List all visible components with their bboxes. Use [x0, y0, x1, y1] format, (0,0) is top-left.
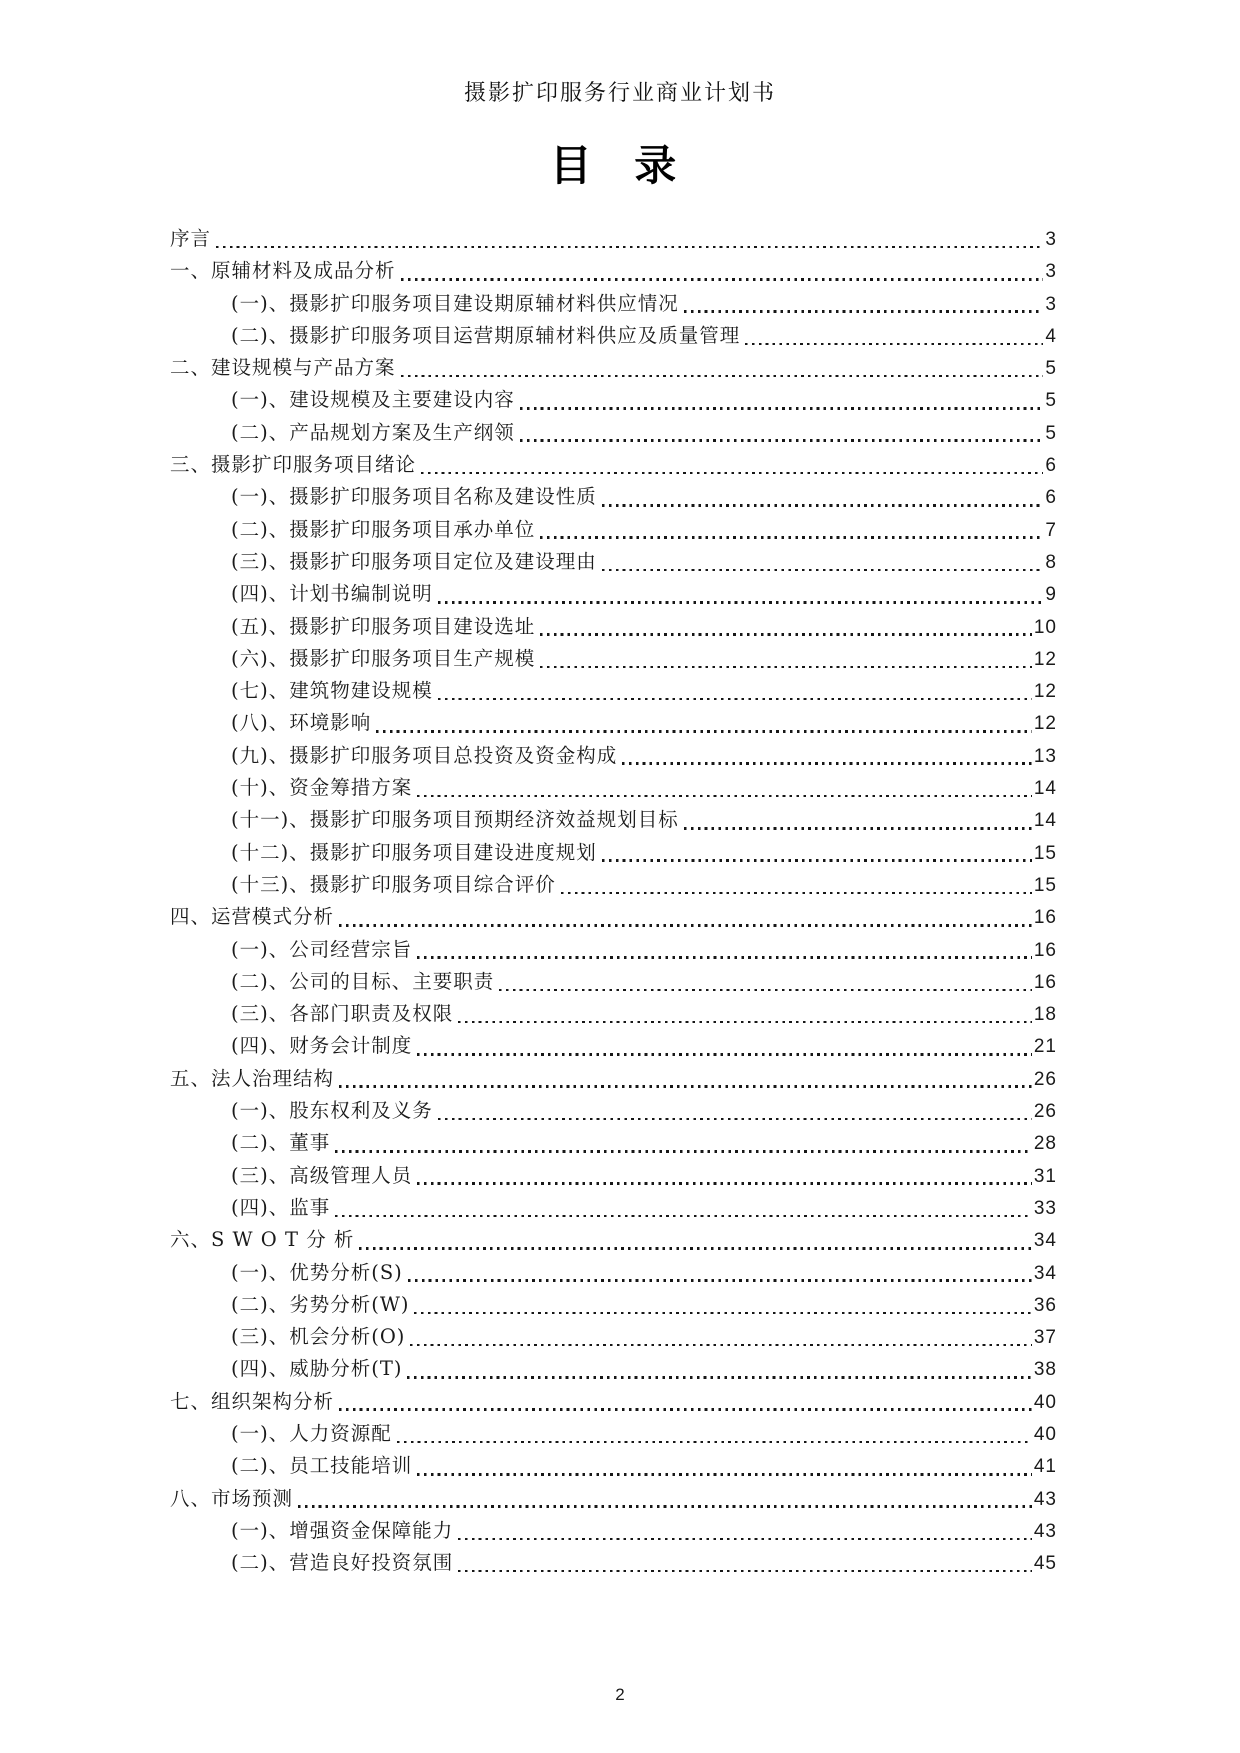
toc-entry-page: 34 [1033, 1230, 1057, 1252]
toc-entry[interactable] [170, 837, 1057, 869]
toc-entry-page: 16 [1033, 939, 1057, 961]
toc-leader-dots [745, 320, 1043, 352]
toc-entry-page: 13 [1033, 745, 1057, 767]
toc-entry-page: 37 [1033, 1327, 1057, 1349]
toc-entry-label: (一)、建设规模及主要建设内容 [231, 388, 515, 412]
toc-entry-label: 八、市场预测 [170, 1486, 294, 1510]
toc-entry[interactable] [170, 1418, 1057, 1450]
toc-entry-page: 38 [1033, 1359, 1057, 1381]
toc-entry-label: (八)、环境影响 [231, 711, 372, 735]
toc-entry-label: (十二)、摄影扩印服务项目建设进度规划 [231, 840, 597, 864]
toc-leader-dots [540, 514, 1043, 546]
toc-entry-label: (十三)、摄影扩印服务项目综合评价 [231, 872, 556, 896]
toc-entry-label: (一)、公司经营宗旨 [231, 937, 413, 961]
toc-leader-dots [216, 223, 1043, 255]
toc-leader-dots [417, 934, 1032, 966]
toc-entry-label: (一)、人力资源配 [231, 1421, 392, 1445]
toc-entry[interactable] [170, 578, 1057, 610]
toc-entry-page: 5 [1045, 422, 1057, 444]
toc-leader-dots [499, 966, 1032, 998]
toc-entry-label: (一)、增强资金保障能力 [231, 1518, 454, 1542]
toc-entry-label: (二)、劣势分析(W) [231, 1292, 410, 1316]
toc-entry-label: (七)、建筑物建设规模 [231, 679, 433, 703]
toc-entry-label: (九)、摄影扩印服务项目总投资及资金构成 [231, 743, 618, 767]
toc-entry-page: 31 [1033, 1165, 1057, 1187]
toc-entry-page: 14 [1033, 778, 1057, 800]
toc-entry-page: 5 [1045, 390, 1057, 412]
toc-leader-dots [602, 481, 1044, 513]
toc-entry-label: 二、建设规模与产品方案 [170, 356, 396, 380]
toc-entry-label: (三)、各部门职责及权限 [231, 1002, 454, 1026]
toc-list [0, 223, 1240, 1579]
toc-leader-dots [602, 837, 1032, 869]
toc-title: 目 录 [549, 141, 691, 190]
toc-entry[interactable] [170, 1127, 1057, 1159]
toc-entry-label: (五)、摄影扩印服务项目建设选址 [231, 614, 536, 638]
toc-entry-label: (十)、资金筹措方案 [231, 776, 413, 800]
toc-leader-dots [602, 546, 1044, 578]
toc-entry[interactable] [170, 1450, 1057, 1482]
toc-entry[interactable] [170, 384, 1057, 416]
toc-leader-dots [561, 869, 1032, 901]
toc-entry-page: 10 [1033, 616, 1057, 638]
toc-leader-dots [376, 707, 1032, 739]
toc-entry-page: 40 [1033, 1391, 1057, 1413]
toc-entry-label: (二)、员工技能培训 [231, 1454, 413, 1478]
toc-leader-dots [359, 1224, 1031, 1256]
toc-entry-page: 43 [1033, 1520, 1057, 1542]
toc-entry-page: 16 [1033, 971, 1057, 993]
toc-entry-page: 6 [1045, 455, 1057, 477]
toc-entry-page: 4 [1045, 325, 1057, 347]
toc-entry[interactable] [170, 288, 1057, 320]
toc-entry[interactable] [170, 1321, 1057, 1353]
toc-entry-label: (一)、摄影扩印服务项目名称及建设性质 [231, 485, 597, 509]
toc-leader-dots [684, 804, 1032, 836]
toc-entry[interactable] [170, 481, 1057, 513]
toc-entry-label: (三)、高级管理人员 [231, 1163, 413, 1187]
toc-leader-dots [540, 643, 1032, 675]
toc-leader-dots [401, 255, 1044, 287]
toc-entry[interactable] [170, 1030, 1057, 1062]
toc-entry[interactable] [170, 1483, 1057, 1515]
toc-leader-dots [417, 772, 1032, 804]
toc-leader-dots [417, 1030, 1032, 1062]
toc-entry[interactable] [170, 1192, 1057, 1224]
toc-entry[interactable] [170, 1095, 1057, 1127]
toc-entry-page: 12 [1033, 713, 1057, 735]
toc-entry[interactable] [170, 707, 1057, 739]
toc-leader-dots [438, 1095, 1032, 1127]
toc-leader-dots [414, 1289, 1031, 1321]
toc-entry-page: 33 [1033, 1197, 1057, 1219]
toc-entry-page: 41 [1033, 1456, 1057, 1478]
toc-entry[interactable] [170, 546, 1057, 578]
toc-entry[interactable] [170, 1515, 1057, 1547]
toc-entry[interactable] [170, 255, 1057, 287]
toc-entry-page: 18 [1033, 1004, 1057, 1026]
toc-leader-dots [684, 288, 1044, 320]
toc-entry-page: 3 [1045, 293, 1057, 315]
toc-leader-dots [540, 611, 1032, 643]
toc-entry-label: (一)、股东权利及义务 [231, 1099, 433, 1123]
toc-entry-label: (十一)、摄影扩印服务项目预期经济效益规划目标 [231, 808, 679, 832]
document-header-title: 摄影扩印服务行业商业计划书 [463, 81, 776, 106]
toc-entry[interactable] [170, 966, 1057, 998]
toc-leader-dots [335, 1127, 1032, 1159]
toc-leader-dots [339, 901, 1032, 933]
toc-entry[interactable] [170, 901, 1057, 933]
toc-entry[interactable] [170, 352, 1057, 384]
toc-entry[interactable] [170, 417, 1057, 449]
toc-leader-dots [335, 1192, 1032, 1224]
toc-entry-label: (二)、摄影扩印服务项目承办单位 [231, 517, 536, 541]
toc-entry-label: 五、法人治理结构 [170, 1066, 335, 1090]
toc-leader-dots [520, 417, 1044, 449]
toc-entry-label: (二)、摄影扩印服务项目运营期原辅材料供应及质量管理 [231, 323, 741, 347]
toc-entry-label: (二)、产品规划方案及生产纲领 [231, 420, 515, 444]
toc-leader-dots [408, 1257, 1032, 1289]
toc-entry[interactable] [170, 611, 1057, 643]
toc-entry-label: (三)、摄影扩印服务项目定位及建设理由 [231, 549, 597, 573]
toc-entry[interactable] [170, 1353, 1057, 1385]
toc-leader-dots [339, 1063, 1032, 1095]
toc-entry-label: (四)、威胁分析(T) [231, 1357, 403, 1381]
toc-entry-page: 7 [1045, 519, 1057, 541]
toc-leader-dots [339, 1386, 1032, 1418]
toc-leader-dots [458, 1547, 1032, 1579]
toc-entry[interactable] [170, 1160, 1057, 1192]
toc-entry-page: 14 [1033, 810, 1057, 832]
toc-entry[interactable] [170, 1224, 1057, 1256]
toc-entry-page: 9 [1045, 584, 1057, 606]
toc-entry-page: 3 [1045, 261, 1057, 283]
toc-leader-dots [401, 352, 1044, 384]
toc-leader-dots [417, 1160, 1032, 1192]
toc-entry[interactable] [170, 514, 1057, 546]
toc-entry-label: 一、原辅材料及成品分析 [170, 259, 396, 283]
toc-entry-page: 28 [1033, 1133, 1057, 1155]
toc-entry[interactable] [170, 740, 1057, 772]
toc-entry-label: (二)、营造良好投资氛围 [231, 1551, 454, 1575]
toc-entry-page: 3 [1045, 229, 1057, 250]
toc-entry-page: 45 [1033, 1553, 1057, 1575]
toc-entry-label: 六、S W O T 分 析 [170, 1228, 355, 1252]
toc-entry-page: 8 [1045, 551, 1057, 573]
toc-entry-label: 四、运营模式分析 [170, 905, 335, 929]
toc-leader-dots [421, 449, 1043, 481]
toc-entry-page: 21 [1033, 1036, 1057, 1058]
toc-leader-dots [298, 1483, 1032, 1515]
toc-leader-dots [407, 1353, 1031, 1385]
toc-entry-label: (二)、董事 [231, 1131, 331, 1155]
toc-entry-label: (二)、公司的目标、主要职责 [231, 969, 495, 993]
toc-leader-dots [410, 1321, 1031, 1353]
toc-leader-dots [397, 1418, 1032, 1450]
toc-entry-label: (四)、计划书编制说明 [231, 582, 433, 606]
toc-leader-dots [438, 675, 1032, 707]
toc-entry[interactable] [170, 1063, 1057, 1095]
toc-entry[interactable] [170, 449, 1057, 481]
toc-entry-page: 16 [1033, 907, 1057, 929]
page-number: 2 [615, 1685, 625, 1704]
toc-entry[interactable] [170, 1257, 1057, 1289]
toc-entry[interactable] [170, 675, 1057, 707]
toc-entry-label: 三、摄影扩印服务项目绪论 [170, 453, 417, 477]
toc-entry-page: 6 [1045, 487, 1057, 509]
toc-entry-page: 26 [1033, 1101, 1057, 1123]
toc-entry-page: 15 [1033, 874, 1057, 896]
toc-entry[interactable] [170, 1289, 1057, 1321]
toc-leader-dots [622, 740, 1032, 772]
toc-entry-page: 15 [1033, 842, 1057, 864]
toc-leader-dots [520, 384, 1044, 416]
toc-entry-label: 序言 [170, 227, 212, 250]
toc-leader-dots [417, 1450, 1032, 1482]
toc-entry-page: 26 [1033, 1068, 1057, 1090]
toc-leader-dots [458, 998, 1032, 1030]
toc-entry[interactable] [170, 1547, 1057, 1579]
toc-entry-page: 12 [1033, 648, 1057, 670]
toc-leader-dots [438, 578, 1044, 610]
toc-entry-label: (一)、优势分析(S) [231, 1260, 403, 1284]
toc-entry-label: (六)、摄影扩印服务项目生产规模 [231, 646, 536, 670]
toc-entry[interactable] [170, 998, 1057, 1030]
toc-entry-label: (三)、机会分析(O) [231, 1325, 406, 1349]
toc-entry[interactable] [170, 772, 1057, 804]
toc-entry[interactable] [170, 934, 1057, 966]
toc-entry-page: 40 [1033, 1423, 1057, 1445]
toc-entry-label: (一)、摄影扩印服务项目建设期原辅材料供应情况 [231, 291, 679, 315]
toc-entry-label: 七、组织架构分析 [170, 1389, 335, 1413]
toc-leader-dots [458, 1515, 1032, 1547]
toc-entry-label: (四)、财务会计制度 [231, 1034, 413, 1058]
toc-entry[interactable] [170, 643, 1057, 675]
toc-entry-page: 43 [1033, 1488, 1057, 1510]
toc-entry[interactable] [170, 320, 1057, 352]
toc-entry[interactable] [170, 804, 1057, 836]
toc-entry-page: 12 [1033, 681, 1057, 703]
toc-entry[interactable] [170, 869, 1057, 901]
toc-entry[interactable] [170, 223, 1057, 255]
toc-entry[interactable] [170, 1386, 1057, 1418]
toc-entry-label: (四)、监事 [231, 1195, 331, 1219]
toc-entry-page: 34 [1033, 1262, 1057, 1284]
toc-entry-page: 36 [1033, 1294, 1057, 1316]
toc-entry-page: 5 [1045, 358, 1057, 380]
